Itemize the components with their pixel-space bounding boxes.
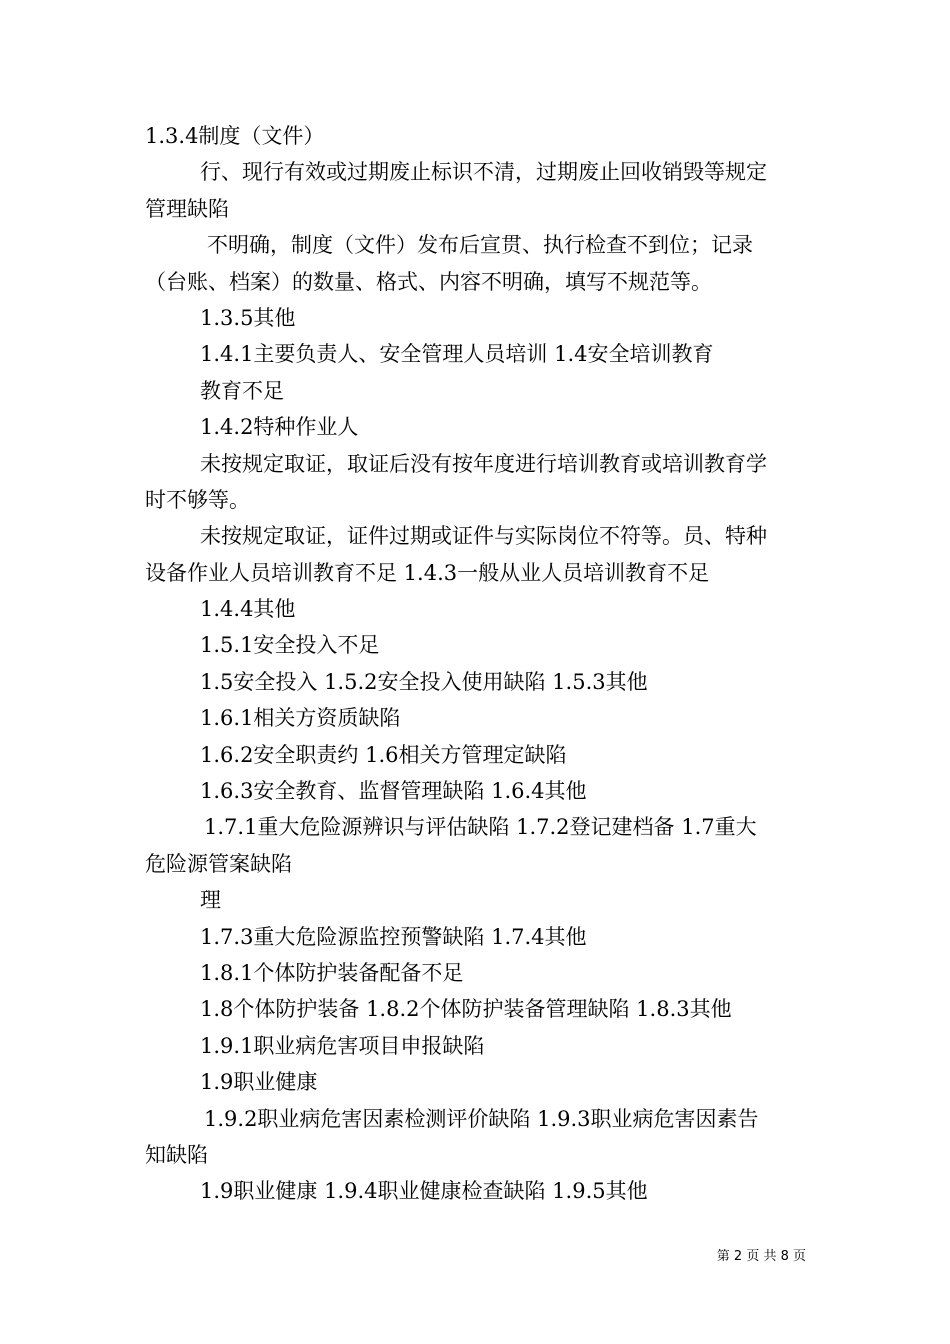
text-line: 1.3.4制度（文件） [145, 124, 325, 148]
text-line: 不明确，制度（文件）发布后宣贯、执行检查不到位；记录 [207, 233, 753, 258]
text-line: 1.9职业健康 [200, 1070, 318, 1095]
text-line: 1.6.2安全职责约 1.6相关方管理定缺陷 [200, 742, 567, 767]
text-line: （台账、档案）的数量、格式、内容不明确，填写不规范等。 [145, 269, 712, 294]
text-line: 1.7.1重大危险源辨识与评估缺陷 1.7.2登记建档备 1.7重大 [204, 815, 757, 840]
text-line: 1.9.2职业病危害因素检测评价缺陷 1.9.3职业病危害因素告 [204, 1106, 759, 1131]
text-line: 知缺陷 [145, 1142, 208, 1167]
text-line: 未按规定取证，证件过期或证件与实际岗位不符等。员、特种 [200, 524, 767, 549]
text-line: 1.9职业健康 1.9.4职业健康检查缺陷 1.9.5其他 [200, 1179, 648, 1204]
text-line: 1.8.1个体防护装备配备不足 [200, 960, 464, 985]
text-line: 1.4.4其他 [200, 597, 296, 622]
text-line: 时不够等。 [145, 487, 250, 512]
page-number: 第 2 页 共 8 页 [716, 1249, 806, 1264]
text-line: 1.6.1相关方资质缺陷 [200, 706, 401, 731]
text-line: 行、现行有效或过期废止标识不清，过期废止回收销毁等规定 [200, 160, 767, 185]
text-line: 设备作业人员培训教育不足 1.4.3一般从业人员培训教育不足 [145, 560, 710, 585]
document-body [145, 118, 810, 1210]
text-line: 1.6.3安全教育、监督管理缺陷 1.6.4其他 [200, 779, 587, 804]
text-line: 1.5安全投入 1.5.2安全投入使用缺陷 1.5.3其他 [200, 669, 648, 694]
text-line: 1.7.3重大危险源监控预警缺陷 1.7.4其他 [200, 924, 587, 949]
text-line: 理 [200, 888, 221, 913]
text-line: 1.8个体防护装备 1.8.2个体防护装备管理缺陷 1.8.3其他 [200, 997, 732, 1022]
text-line: 教育不足 [200, 378, 284, 403]
text-line: 危险源管案缺陷 [145, 851, 292, 876]
text-line: 未按规定取证，取证后没有按年度进行培训教育或培训教育学 [200, 451, 767, 476]
text-line: 1.9.1职业病危害项目申报缺陷 [200, 1033, 485, 1058]
text-line: 1.4.1主要负责人、安全管理人员培训 1.4安全培训教育 [200, 342, 714, 367]
text-line: 1.5.1安全投入不足 [200, 633, 380, 658]
text-line: 1.4.2特种作业人 [200, 415, 359, 440]
text-line: 1.3.5其他 [200, 305, 296, 330]
text-line: 管理缺陷 [145, 196, 229, 221]
